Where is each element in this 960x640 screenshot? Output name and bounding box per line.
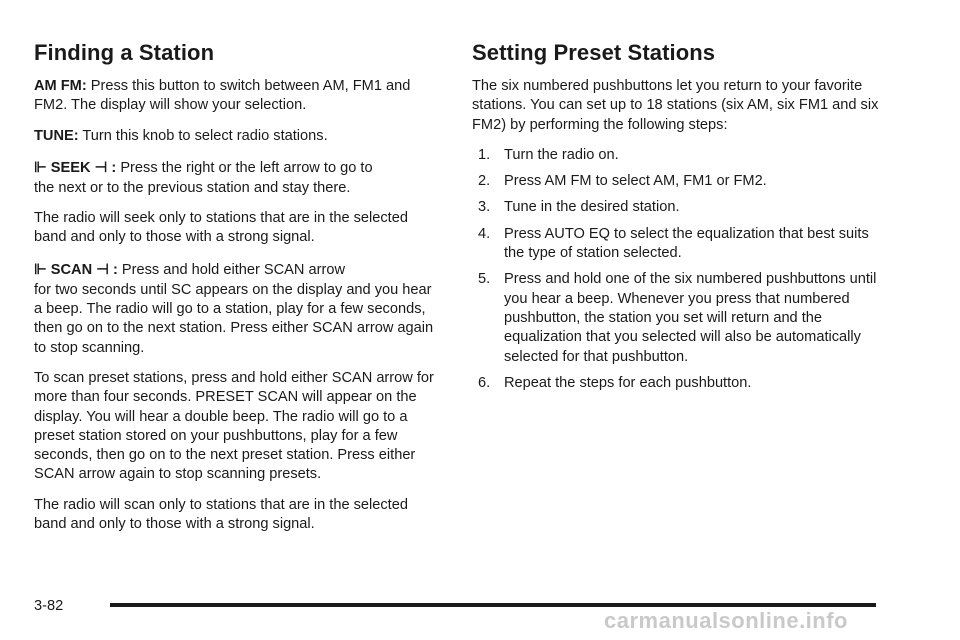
list-item: 2. Press AM FM to select AM, FM1 or FM2. xyxy=(478,173,767,190)
seek-right-arrow-icon: ⊣ xyxy=(94,159,108,176)
scan-paragraph xyxy=(34,259,434,358)
seek-left-arrow-icon: ⊩ xyxy=(34,159,47,176)
page-number: 3-82 xyxy=(34,598,64,614)
seek-rest-text: the next or to the previous station and stay there. xyxy=(34,179,351,196)
right-column xyxy=(472,40,892,400)
scan-lead-text: Press and hold either SCAN arrow xyxy=(121,261,345,278)
finding-station-heading: Finding a Station xyxy=(34,40,215,65)
amfm-term: AM FM: xyxy=(34,78,87,94)
list-item: 1. Turn the radio on. xyxy=(478,146,619,163)
presets-intro-paragraph: The six numbered pushbuttons let you return to your favorite stations. You can set up to 18 stations (six AM, six FM1 and six FM2) by performing the following steps: xyxy=(472,78,879,133)
list-item: 5. Press and hold one of the six numbered pushbuttons until you hear a beep. Whenever you press that numbered pushbutton, the station you set will return and the equalization that you selected will also be automatically selected for that pushbutton. xyxy=(478,271,877,365)
scan-note-paragraph: The radio will scan only to stations that are in the selected band and only to those with a strong signal. xyxy=(34,496,408,533)
scan-term: SCAN xyxy=(50,261,93,278)
seek-note-paragraph: The radio will seek only to stations that are in the selected band and only to those with a strong signal. xyxy=(34,210,408,246)
left-column xyxy=(34,40,434,545)
footer-divider xyxy=(110,603,876,607)
list-item: 3. Tune in the desired station. xyxy=(478,199,680,216)
tune-term: TUNE: xyxy=(34,127,79,144)
watermark: carmanualsonline.info xyxy=(604,608,848,633)
seek-term: SEEK xyxy=(50,159,91,176)
seek-paragraph xyxy=(34,157,434,198)
list-item: 6. Repeat the steps for each pushbutton. xyxy=(478,374,752,391)
setting-presets-heading: Setting Preset Stations xyxy=(472,40,716,65)
preset-scan-paragraph: To scan preset stations, press and hold either SCAN arrow for more than four seconds. PRESET SCAN will appear on the display. You will hear a double beep. The radio will go to a preset station stored on your pushbuttons, play for a few seconds, then go on to the next preset station. Press either SCAN arrow again to stop scanning presets. xyxy=(34,369,434,483)
scan-left-arrow-icon: ⊩ xyxy=(34,261,47,278)
list-item: 4. Press AUTO EQ to select the equalization that best suits the type of station selected. xyxy=(478,225,869,262)
preset-steps-list xyxy=(472,146,892,393)
seek-lead-text: Press the right or the left arrow to go to xyxy=(120,159,373,176)
tune-paragraph xyxy=(34,127,434,146)
scan-colon: : xyxy=(112,261,118,278)
amfm-text: Press this button to switch between AM, FM1 and FM2. The display will show your selection. xyxy=(34,78,411,114)
scan-right-arrow-icon: ⊣ xyxy=(96,261,109,278)
tune-text: Turn this knob to select radio stations. xyxy=(82,127,328,144)
seek-colon: : xyxy=(111,159,117,176)
scan-rest-text: for two seconds until SC appears on the display and you hear a beep. The radio will go to a station, play for a few seconds, then go on to the next station. Press either SCAN arrow again to stop scanning. xyxy=(34,281,434,356)
amfm-paragraph xyxy=(34,77,434,116)
